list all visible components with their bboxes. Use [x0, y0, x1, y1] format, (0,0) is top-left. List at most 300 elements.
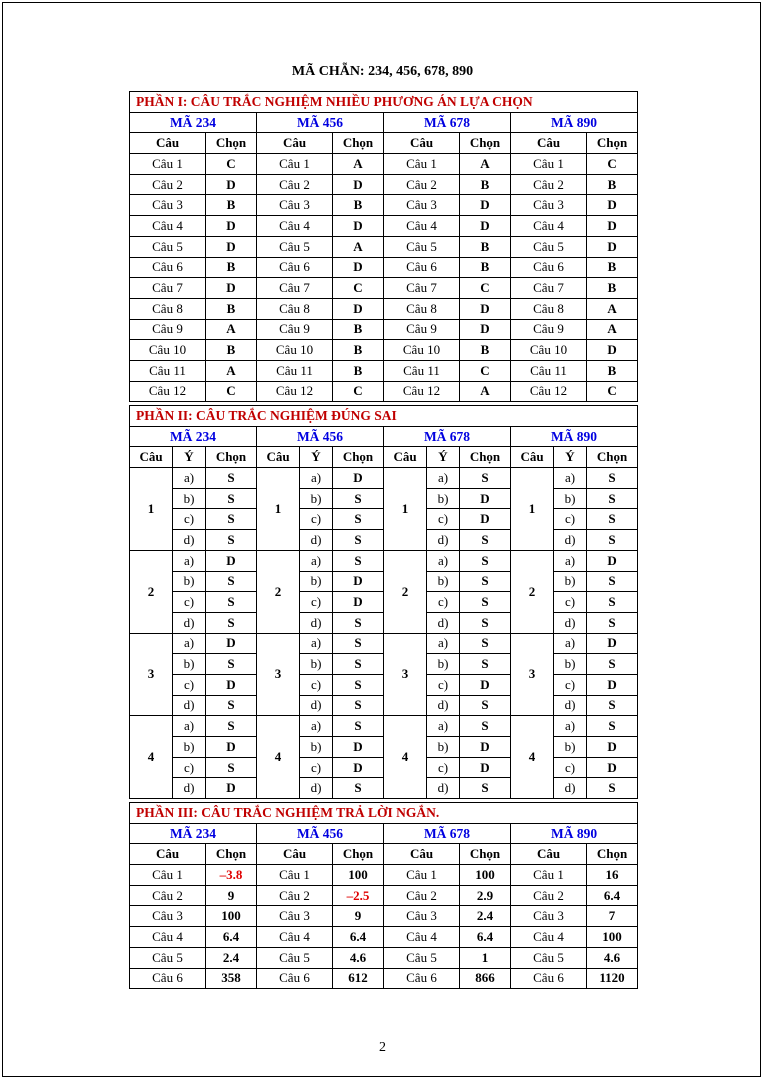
- code-678: MÃ 678: [384, 426, 511, 447]
- question-number: 2: [511, 550, 554, 633]
- option-label: c): [300, 509, 333, 530]
- question-label: Câu 3: [511, 195, 587, 216]
- answer-cell: D: [206, 778, 257, 799]
- answer-cell: B: [333, 360, 384, 381]
- answer-cell: B: [460, 257, 511, 278]
- answer-cell: S: [587, 530, 638, 551]
- page-number: 2: [379, 1040, 386, 1055]
- option-label: c): [300, 674, 333, 695]
- answer-cell: 866: [460, 968, 511, 989]
- answer-cell: A: [460, 381, 511, 402]
- answer-cell: A: [333, 154, 384, 175]
- header-y: Ý: [427, 447, 460, 468]
- option-label: b): [554, 488, 587, 509]
- answer-cell: D: [333, 592, 384, 613]
- answer-cell: S: [206, 612, 257, 633]
- option-label: a): [427, 633, 460, 654]
- question-number: 3: [130, 633, 173, 716]
- part1-table: [129, 91, 638, 402]
- option-label: d): [173, 695, 206, 716]
- option-label: d): [427, 612, 460, 633]
- answer-cell: S: [460, 695, 511, 716]
- answer-cell: S: [333, 695, 384, 716]
- option-label: a): [300, 633, 333, 654]
- header-chon: Chọn: [460, 133, 511, 154]
- answer-cell: B: [587, 174, 638, 195]
- question-label: Câu 1: [511, 865, 587, 886]
- question-label: Câu 9: [257, 319, 333, 340]
- option-label: c): [300, 592, 333, 613]
- option-label: a): [554, 633, 587, 654]
- answer-cell: 9: [333, 906, 384, 927]
- question-label: Câu 11: [257, 360, 333, 381]
- answer-cell: S: [333, 550, 384, 571]
- question-label: Câu 4: [257, 927, 333, 948]
- table-row: [130, 360, 638, 381]
- answer-cell: A: [587, 319, 638, 340]
- answer-cell: S: [587, 509, 638, 530]
- question-label: Câu 3: [384, 906, 460, 927]
- question-label: Câu 3: [257, 195, 333, 216]
- question-label: Câu 12: [130, 381, 206, 402]
- option-label: b): [427, 571, 460, 592]
- question-label: Câu 1: [511, 154, 587, 175]
- answer-cell: S: [587, 571, 638, 592]
- code-456: MÃ 456: [257, 112, 384, 133]
- option-label: a): [427, 550, 460, 571]
- header-chon: Chọn: [333, 844, 384, 865]
- answer-cell: D: [333, 216, 384, 237]
- option-label: d): [427, 530, 460, 551]
- answer-cell: D: [333, 298, 384, 319]
- question-label: Câu 8: [384, 298, 460, 319]
- header-cau: Câu: [130, 447, 173, 468]
- answer-cell: D: [206, 633, 257, 654]
- answer-cell: D: [206, 550, 257, 571]
- option-label: c): [173, 757, 206, 778]
- header-cau: Câu: [257, 447, 300, 468]
- header-y: Ý: [173, 447, 206, 468]
- option-label: b): [173, 737, 206, 758]
- option-label: c): [427, 757, 460, 778]
- answer-cell: D: [587, 340, 638, 361]
- answer-cell: B: [587, 360, 638, 381]
- answer-cell: S: [206, 654, 257, 675]
- table-row: [130, 381, 638, 402]
- option-label: d): [173, 778, 206, 799]
- code-456: MÃ 456: [257, 823, 384, 844]
- answer-cell: S: [206, 757, 257, 778]
- answer-cell: 7: [587, 906, 638, 927]
- table-row: [130, 927, 638, 948]
- answer-cell: S: [587, 612, 638, 633]
- option-label: d): [300, 612, 333, 633]
- part3-title: PHẦN III: CÂU TRẮC NGHIỆM TRẢ LỜI NGẮN.: [130, 803, 638, 824]
- table-row: [130, 278, 638, 299]
- question-label: Câu 11: [511, 360, 587, 381]
- answer-cell: D: [333, 257, 384, 278]
- answer-cell: S: [333, 674, 384, 695]
- option-label: b): [554, 571, 587, 592]
- question-label: Câu 9: [511, 319, 587, 340]
- question-label: Câu 1: [130, 865, 206, 886]
- answer-cell: D: [333, 468, 384, 489]
- answer-cell: 100: [333, 865, 384, 886]
- answer-cell: S: [460, 654, 511, 675]
- answer-cell: C: [460, 360, 511, 381]
- question-label: Câu 3: [130, 195, 206, 216]
- option-label: d): [173, 530, 206, 551]
- option-label: a): [173, 716, 206, 737]
- option-label: b): [173, 571, 206, 592]
- header-y: Ý: [300, 447, 333, 468]
- answer-cell: A: [206, 360, 257, 381]
- answer-cell: D: [333, 757, 384, 778]
- option-label: a): [300, 550, 333, 571]
- answer-cell: S: [460, 592, 511, 613]
- answer-cell: 100: [206, 906, 257, 927]
- question-label: Câu 10: [257, 340, 333, 361]
- option-label: d): [300, 695, 333, 716]
- answer-cell: D: [587, 674, 638, 695]
- question-label: Câu 5: [130, 947, 206, 968]
- answer-cell: S: [587, 654, 638, 675]
- answer-cell: S: [587, 716, 638, 737]
- header-chon: Chọn: [333, 133, 384, 154]
- answer-cell: A: [587, 298, 638, 319]
- answer-cell: S: [206, 509, 257, 530]
- question-label: Câu 1: [257, 154, 333, 175]
- option-label: c): [427, 509, 460, 530]
- option-label: b): [300, 737, 333, 758]
- question-label: Câu 3: [257, 906, 333, 927]
- option-label: d): [554, 612, 587, 633]
- question-label: Câu 8: [511, 298, 587, 319]
- header-cau: Câu: [384, 844, 460, 865]
- answer-cell: S: [460, 716, 511, 737]
- answer-cell: B: [206, 298, 257, 319]
- question-label: Câu 9: [384, 319, 460, 340]
- answer-cell: D: [206, 674, 257, 695]
- table-row: [130, 174, 638, 195]
- option-label: b): [554, 654, 587, 675]
- code-234: MÃ 234: [130, 823, 257, 844]
- option-label: d): [173, 612, 206, 633]
- answer-cell: A: [333, 236, 384, 257]
- answer-cell: S: [587, 468, 638, 489]
- question-number: 4: [511, 716, 554, 799]
- answer-cell: 1120: [587, 968, 638, 989]
- option-label: b): [427, 488, 460, 509]
- option-label: c): [554, 674, 587, 695]
- question-label: Câu 11: [384, 360, 460, 381]
- option-label: b): [300, 571, 333, 592]
- option-label: b): [427, 737, 460, 758]
- question-label: Câu 4: [130, 927, 206, 948]
- question-label: Câu 2: [384, 174, 460, 195]
- question-label: Câu 5: [511, 236, 587, 257]
- answer-cell: C: [587, 381, 638, 402]
- option-label: a): [173, 633, 206, 654]
- question-label: Câu 6: [384, 968, 460, 989]
- header-chon: Chọn: [460, 447, 511, 468]
- question-label: Câu 10: [511, 340, 587, 361]
- question-label: Câu 2: [257, 885, 333, 906]
- question-label: Câu 2: [384, 885, 460, 906]
- question-label: Câu 2: [130, 174, 206, 195]
- question-number: 4: [257, 716, 300, 799]
- code-678: MÃ 678: [384, 112, 511, 133]
- question-label: Câu 2: [511, 885, 587, 906]
- header-chon: Chọn: [587, 133, 638, 154]
- header-cau: Câu: [384, 133, 460, 154]
- answer-cell: S: [460, 612, 511, 633]
- answer-cell: S: [206, 530, 257, 551]
- answer-cell: D: [587, 737, 638, 758]
- answer-cell: S: [460, 571, 511, 592]
- code-890: MÃ 890: [511, 112, 638, 133]
- option-label: c): [554, 757, 587, 778]
- answer-cell: S: [587, 592, 638, 613]
- question-label: Câu 3: [384, 195, 460, 216]
- question-label: Câu 6: [511, 257, 587, 278]
- answer-cell: 100: [587, 927, 638, 948]
- question-label: Câu 5: [257, 947, 333, 968]
- question-label: Câu 6: [511, 968, 587, 989]
- question-label: Câu 2: [257, 174, 333, 195]
- question-label: Câu 5: [257, 236, 333, 257]
- answer-cell: B: [460, 340, 511, 361]
- table-row: [130, 340, 638, 361]
- answer-cell: C: [460, 278, 511, 299]
- question-label: Câu 12: [511, 381, 587, 402]
- table-row: [130, 468, 638, 489]
- code-890: MÃ 890: [511, 823, 638, 844]
- question-label: Câu 1: [257, 865, 333, 886]
- part2-title: PHẦN II: CÂU TRẮC NGHIỆM ĐÚNG SAI: [130, 406, 638, 427]
- answer-cell: D: [333, 571, 384, 592]
- answer-cell: C: [206, 381, 257, 402]
- question-label: Câu 4: [384, 927, 460, 948]
- header-cau: Câu: [130, 133, 206, 154]
- answer-cell: 2.4: [206, 947, 257, 968]
- page-title: MÃ CHẴN: 234, 456, 678, 890: [291, 64, 474, 79]
- answer-cell: 1: [460, 947, 511, 968]
- answer-cell: 2.4: [460, 906, 511, 927]
- answer-cell: B: [587, 257, 638, 278]
- answer-cell: S: [460, 530, 511, 551]
- code-678: MÃ 678: [384, 823, 511, 844]
- question-label: Câu 7: [130, 278, 206, 299]
- table-row: [130, 865, 638, 886]
- option-label: a): [300, 716, 333, 737]
- answer-cell: D: [587, 216, 638, 237]
- answer-cell: D: [460, 737, 511, 758]
- answer-cell: 2.9: [460, 885, 511, 906]
- option-label: a): [554, 550, 587, 571]
- header-cau: Câu: [384, 447, 427, 468]
- answer-cell: S: [333, 633, 384, 654]
- table-row: [130, 319, 638, 340]
- question-label: Câu 6: [384, 257, 460, 278]
- answer-cell: 6.4: [587, 885, 638, 906]
- option-label: c): [427, 674, 460, 695]
- answer-cell: D: [587, 757, 638, 778]
- option-label: b): [427, 654, 460, 675]
- option-label: a): [173, 468, 206, 489]
- answer-cell: 612: [333, 968, 384, 989]
- code-234: MÃ 234: [130, 112, 257, 133]
- question-label: Câu 4: [384, 216, 460, 237]
- code-456: MÃ 456: [257, 426, 384, 447]
- option-label: d): [554, 778, 587, 799]
- header-chon: Chọn: [206, 844, 257, 865]
- question-number: 1: [511, 468, 554, 551]
- code-234: MÃ 234: [130, 426, 257, 447]
- answer-cell: D: [460, 757, 511, 778]
- question-label: Câu 4: [257, 216, 333, 237]
- table-row: [130, 236, 638, 257]
- header-chon: Chọn: [206, 447, 257, 468]
- option-label: a): [427, 468, 460, 489]
- question-label: Câu 3: [511, 906, 587, 927]
- option-label: d): [300, 530, 333, 551]
- question-label: Câu 5: [384, 947, 460, 968]
- question-number: 1: [384, 468, 427, 551]
- answer-cell: B: [333, 195, 384, 216]
- answer-cell: S: [206, 468, 257, 489]
- part3-table: [129, 802, 638, 989]
- answer-cell: D: [206, 216, 257, 237]
- answer-cell: C: [333, 278, 384, 299]
- answer-cell: S: [206, 716, 257, 737]
- answer-cell: D: [333, 174, 384, 195]
- option-label: b): [173, 654, 206, 675]
- answer-cell: S: [206, 695, 257, 716]
- answer-cell: S: [460, 468, 511, 489]
- option-label: c): [173, 674, 206, 695]
- answer-cell: 9: [206, 885, 257, 906]
- question-label: Câu 10: [384, 340, 460, 361]
- table-row: [130, 885, 638, 906]
- question-label: Câu 2: [511, 174, 587, 195]
- question-label: Câu 6: [257, 968, 333, 989]
- option-label: c): [554, 509, 587, 530]
- table-row: [130, 154, 638, 175]
- answer-cell: S: [587, 695, 638, 716]
- header-chon: Chọn: [587, 447, 638, 468]
- answer-cell: C: [587, 154, 638, 175]
- answer-cell: D: [206, 278, 257, 299]
- answer-cell: 6.4: [460, 927, 511, 948]
- header-cau: Câu: [511, 133, 587, 154]
- question-number: 2: [257, 550, 300, 633]
- answer-cell: 4.6: [333, 947, 384, 968]
- answer-cell: D: [587, 633, 638, 654]
- question-label: Câu 10: [130, 340, 206, 361]
- answer-cell: C: [206, 154, 257, 175]
- option-label: a): [300, 468, 333, 489]
- table-row: [130, 257, 638, 278]
- header-y: Ý: [554, 447, 587, 468]
- answer-cell: S: [587, 488, 638, 509]
- answer-cell: 4.6: [587, 947, 638, 968]
- answer-cell: B: [206, 340, 257, 361]
- option-label: d): [554, 695, 587, 716]
- question-label: Câu 3: [130, 906, 206, 927]
- table-row: [130, 906, 638, 927]
- answer-cell: D: [333, 737, 384, 758]
- question-label: Câu 4: [511, 927, 587, 948]
- option-label: a): [427, 716, 460, 737]
- option-label: c): [427, 592, 460, 613]
- question-number: 4: [384, 716, 427, 799]
- answer-cell: S: [333, 654, 384, 675]
- answer-cell: A: [206, 319, 257, 340]
- question-number: 1: [257, 468, 300, 551]
- answer-cell: D: [460, 298, 511, 319]
- answer-cell: B: [333, 319, 384, 340]
- question-label: Câu 2: [130, 885, 206, 906]
- answer-cell: 16: [587, 865, 638, 886]
- question-label: Câu 7: [257, 278, 333, 299]
- question-label: Câu 1: [130, 154, 206, 175]
- question-label: Câu 6: [257, 257, 333, 278]
- answer-cell: B: [206, 195, 257, 216]
- answer-cell: A: [460, 154, 511, 175]
- option-label: c): [554, 592, 587, 613]
- answer-cell: B: [460, 236, 511, 257]
- answer-cell: D: [460, 509, 511, 530]
- table-row: [130, 195, 638, 216]
- question-number: 4: [130, 716, 173, 799]
- answer-cell: B: [333, 340, 384, 361]
- header-cau: Câu: [511, 844, 587, 865]
- option-label: a): [554, 716, 587, 737]
- question-label: Câu 1: [384, 865, 460, 886]
- table-row: [130, 550, 638, 571]
- answer-cell: D: [206, 737, 257, 758]
- table-row: [130, 216, 638, 237]
- question-label: Câu 5: [130, 236, 206, 257]
- question-number: 3: [511, 633, 554, 716]
- answer-cell: –2.5: [333, 885, 384, 906]
- answer-cell: S: [333, 509, 384, 530]
- answer-cell: S: [333, 530, 384, 551]
- answer-cell: B: [206, 257, 257, 278]
- answer-cell: D: [587, 195, 638, 216]
- question-label: Câu 8: [130, 298, 206, 319]
- table-row: [130, 716, 638, 737]
- question-label: Câu 11: [130, 360, 206, 381]
- part2-table: [129, 405, 638, 799]
- header-cau: Câu: [511, 447, 554, 468]
- answer-cell: S: [206, 592, 257, 613]
- option-label: d): [554, 530, 587, 551]
- question-number: 3: [257, 633, 300, 716]
- question-number: 2: [130, 550, 173, 633]
- table-row: [130, 947, 638, 968]
- question-label: Câu 6: [130, 968, 206, 989]
- option-label: d): [427, 778, 460, 799]
- header-cau: Câu: [257, 844, 333, 865]
- option-label: b): [554, 737, 587, 758]
- answer-cell: B: [587, 278, 638, 299]
- question-label: Câu 4: [130, 216, 206, 237]
- answer-cell: S: [333, 716, 384, 737]
- question-label: Câu 5: [511, 947, 587, 968]
- question-label: Câu 7: [384, 278, 460, 299]
